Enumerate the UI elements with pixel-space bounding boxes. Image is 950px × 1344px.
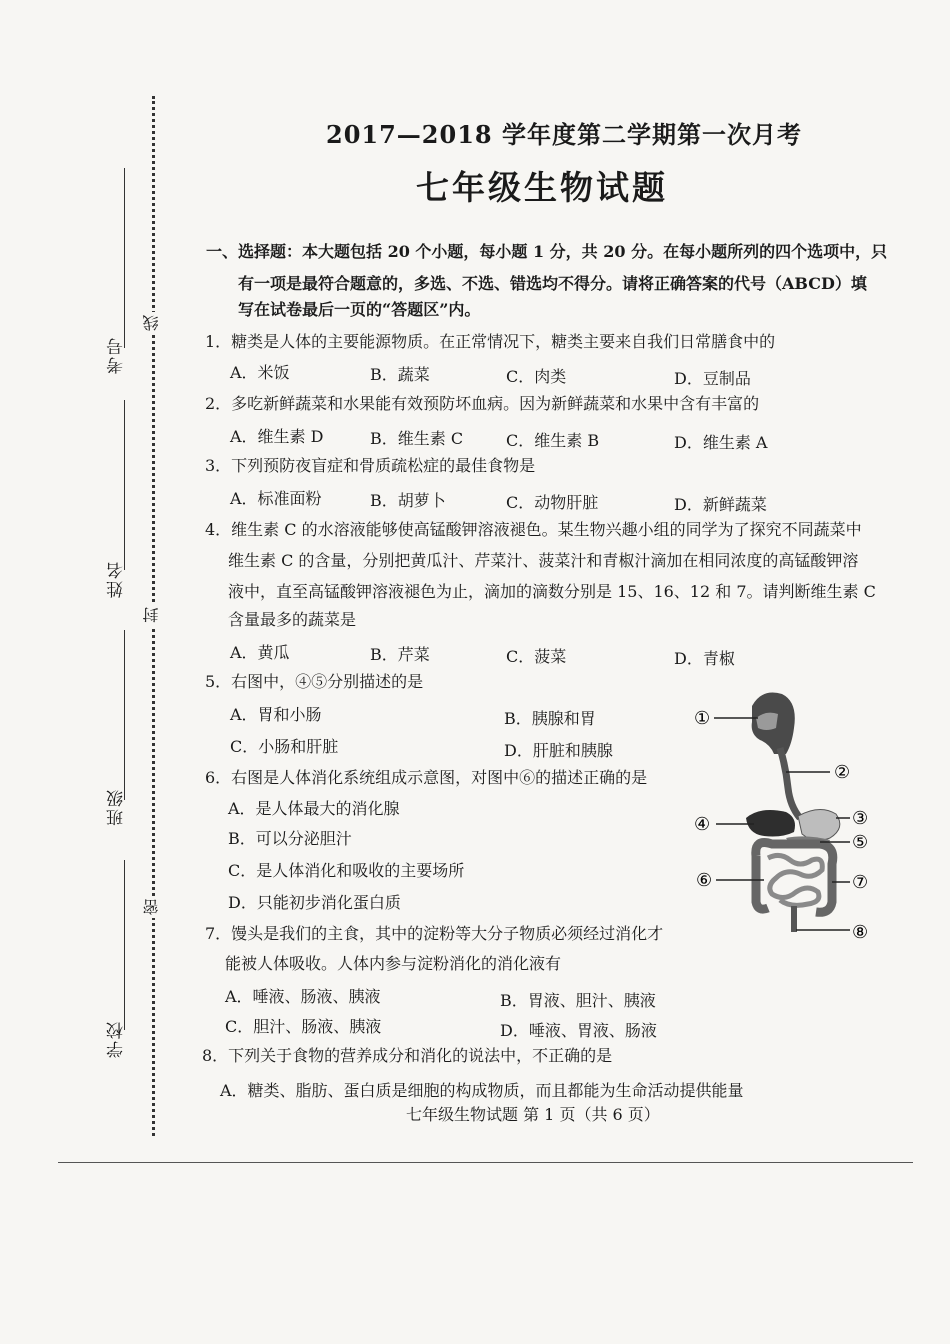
xuexiao-write-line [124, 860, 125, 1030]
cut-line-word-mi: 密 [140, 896, 163, 918]
question-5-stem: 5．右图中，④⑤分别描述的是 [205, 672, 424, 691]
banji-write-line [124, 630, 125, 800]
diagram-label-1: ① [694, 708, 711, 729]
diagram-label-3: ③ [852, 808, 869, 829]
question-7-option-d: D．唾液、胃液、肠液 [500, 1021, 657, 1040]
question-6-option-a: A．是人体最大的消化腺 [228, 799, 400, 818]
xingming-write-line [124, 400, 125, 570]
question-7-option-b: B．胃液、胆汁、胰液 [500, 991, 656, 1010]
question-5-option-b: B．胰腺和胃 [504, 709, 596, 728]
question-4-option-b: B．芹菜 [370, 645, 430, 664]
question-4-option-c: C．菠菜 [506, 647, 567, 666]
question-2-option-d: D．维生素 A [674, 433, 768, 452]
question-2-option-a: A．维生素 D [230, 427, 324, 446]
diagram-esophagus [780, 748, 800, 818]
section-instruction-line-2: 有一项是最符合题意的，多选、不选、错选均不得分。请将正确答案的代号（ABCD）填 [238, 274, 867, 293]
question-6-stem: 6．右图是人体消化系统组成示意图，对图中⑥的描述正确的是 [205, 768, 648, 787]
question-2-option-c: C．维生素 B [506, 431, 600, 450]
question-5-option-d: D．肝脏和胰腺 [504, 741, 613, 760]
question-1-option-d: D．豆制品 [674, 369, 751, 388]
question-1-stem: 1．糖类是人体的主要能源物质。在正常情况下，糖类主要来自我们日常膳食中的 [205, 332, 776, 351]
diagram-label-4: ④ [694, 814, 711, 835]
question-5-option-a: A．胃和小肠 [230, 705, 322, 724]
question-4-option-d: D．青椒 [674, 649, 735, 668]
question-7-stem-line-2: 能被人体吸收。人体内参与淀粉消化的消化液有 [225, 954, 562, 973]
xingming-label: 姓名 [107, 560, 127, 598]
diagram-label-8: ⑧ [852, 922, 869, 943]
question-3-option-a: A．标准面粉 [230, 489, 322, 508]
kaohao-label: 考号 [107, 336, 127, 374]
question-7-stem-line-1: 7．馒头是我们的主食，其中的淀粉等大分子物质必须经过消化才 [205, 924, 664, 943]
exam-subject-title: 七年级生物试题 [416, 168, 668, 207]
page-bottom-rule [58, 1162, 913, 1163]
section-instruction-line-3: 写在试卷最后一页的“答题区”内。 [238, 300, 481, 319]
exam-title: 2017—2018 学年度第二学期第一次月考 [326, 120, 802, 149]
question-1-option-a: A．米饭 [230, 363, 290, 382]
section-instruction-line-1: 一、选择题：本大题包括 20 个小题，每小题 1 分，共 20 分。在每小题所列的四个选项中，只 [206, 242, 888, 261]
question-8-option-a: A．糖类、脂肪、蛋白质是细胞的构成物质，而且都能为生命活动提供能量 [220, 1081, 744, 1100]
question-6-option-d: D．只能初步消化蛋白质 [228, 893, 401, 912]
question-3-option-b: B．胡萝卜 [370, 491, 446, 510]
question-7-option-c: C．胆汁、肠液、胰液 [225, 1017, 382, 1036]
question-4-stem-line-3: 液中，直至高锰酸钾溶液褪色为止，滴加的滴数分别是 15、16、12 和 7。请判断维生素 C [228, 582, 876, 601]
question-4-stem-line-1: 4．维生素 C 的水溶液能够使高锰酸钾溶液褪色。某生物兴趣小组的同学为了探究不同蔬菜中 [205, 520, 862, 539]
diagram-large-intestine [756, 843, 833, 913]
question-3-option-c: C．动物肝脏 [506, 493, 599, 512]
question-7-option-a: A．唾液、肠液、胰液 [225, 987, 381, 1006]
question-3-option-d: D．新鲜蔬菜 [674, 495, 767, 514]
question-4-option-a: A．黄瓜 [230, 643, 290, 662]
page-footer: 七年级生物试题 第 1 页（共 6 页） [406, 1105, 660, 1124]
diagram-label-5: ⑤ [852, 832, 869, 853]
question-3-stem: 3．下列预防夜盲症和骨质疏松症的最佳食物是 [205, 456, 536, 475]
question-6-option-c: C．是人体消化和吸收的主要场所 [228, 861, 465, 880]
digestive-system-diagram [690, 688, 880, 948]
xuexiao-label: 学校 [107, 1020, 127, 1058]
cut-line-word-feng: 封 [140, 604, 163, 626]
diagram-label-6: ⑥ [696, 870, 713, 891]
question-1-option-b: B．蔬菜 [370, 365, 430, 384]
kaohao-write-line [124, 168, 125, 348]
question-2-option-b: B．维生素 C [370, 429, 464, 448]
diagram-label-2: ② [834, 762, 851, 783]
question-6-option-b: B．可以分泌胆汁 [228, 829, 352, 848]
question-1-option-c: C．肉类 [506, 367, 567, 386]
question-8-stem: 8．下列关于食物的营养成分和消化的说法中，不正确的是 [202, 1046, 613, 1065]
question-2-stem: 2．多吃新鲜蔬菜和水果能有效预防坏血病。因为新鲜蔬菜和水果中含有丰富的 [205, 394, 760, 413]
cut-line-word-xian: 线 [140, 312, 163, 334]
diagram-label-7: ⑦ [852, 872, 869, 893]
question-5-option-c: C．小肠和肝脏 [230, 737, 339, 756]
diagram-stomach [798, 809, 840, 840]
banji-label: 班级 [107, 788, 127, 826]
diagram-small-intestine [768, 855, 822, 905]
question-4-stem-line-2: 维生素 C 的含量，分别把黄瓜汁、芹菜汁、菠菜汁和青椒汁滴加在相同浓度的高锰酸钾溶 [228, 551, 859, 570]
question-4-stem-line-4: 含量最多的蔬菜是 [228, 610, 357, 629]
